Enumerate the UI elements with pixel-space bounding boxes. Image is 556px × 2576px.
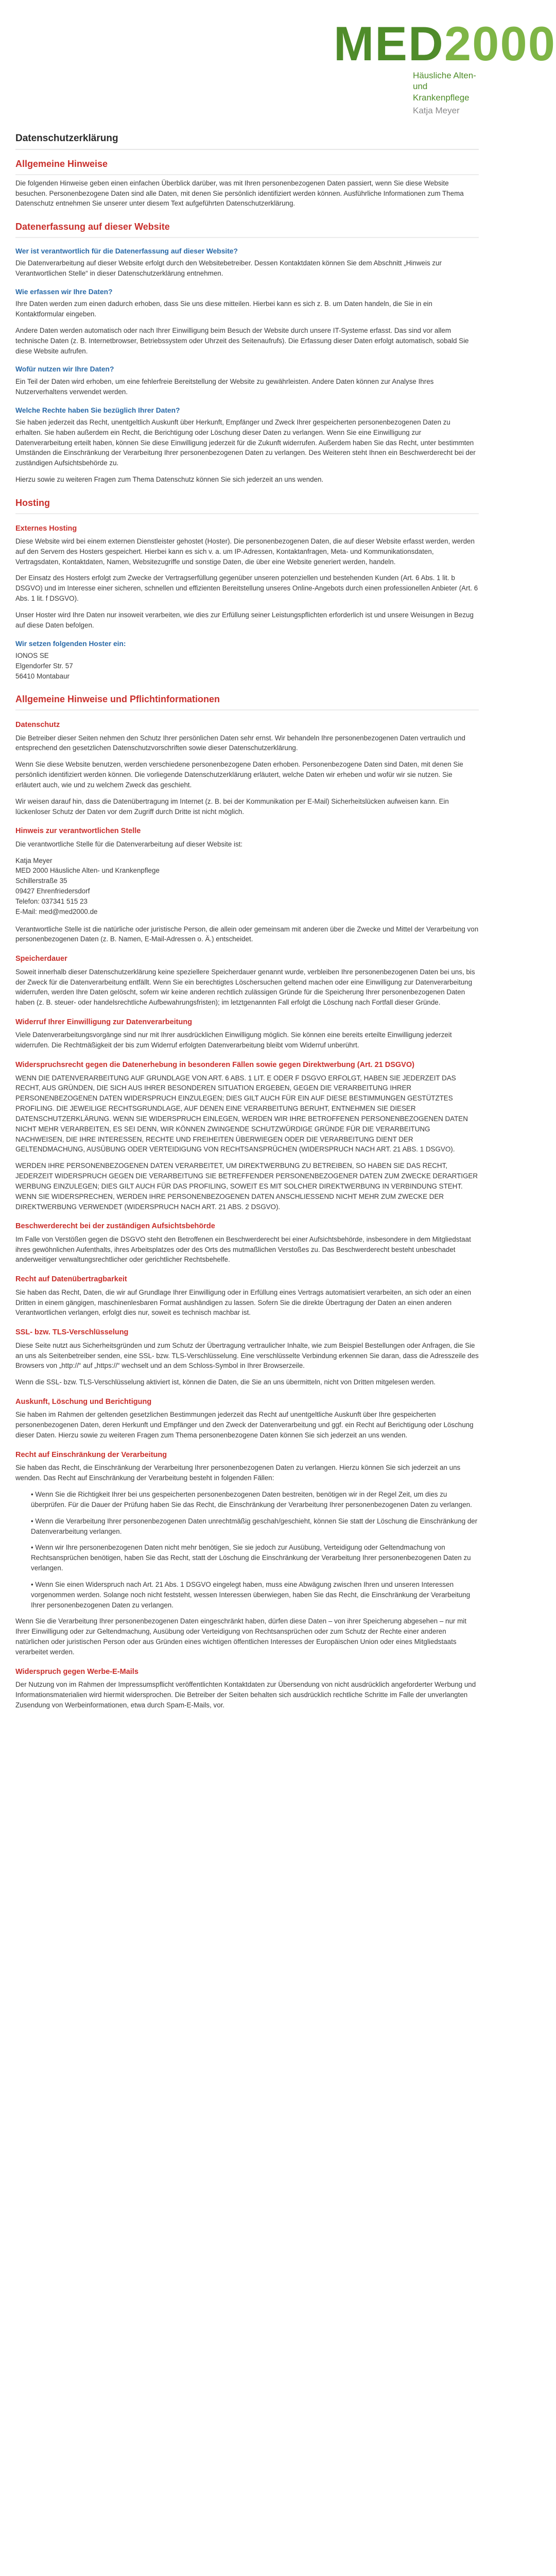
responsible-email: E-Mail: med@med2000.de bbox=[15, 907, 98, 916]
responsible-phone: Telefon: 037341 515 23 bbox=[15, 897, 88, 905]
paragraph: Der Einsatz des Hosters erfolgt zum Zwecke der Vertragserfüllung gegenüber unseren potenziellen und bestehenden Kunden (Art. 6 Abs. 1 lit. b DSGVO) und im Interesse einer sicheren, schnellen und effizienten Bereitstellung unseres Online-Angebots durch einen professionellen Anbieter (Art. 6 Abs. 1 lit. f DSGVO). bbox=[15, 574, 478, 603]
paragraph: Die folgenden Hinweise geben einen einfachen Überblick darüber, was mit Ihren personenbezogenen Daten passiert, wenn Sie diese Website besuchen. Personenbezogene Daten sind alle Daten, mit denen Sie persönlich identifiziert werden können. Ausführliche Informationen zum Thema Datenschutz entnehmen Sie unserer unter diesem Text aufgeführten Datenschutzerklärung. bbox=[15, 179, 464, 208]
paragraph: Wir weisen darauf hin, dass die Datenübertragung im Internet (z. B. bei der Kommunikation per E-Mail) Sicherheitslücken aufweisen kann. Ein lückenloser Schutz der Daten vor dem Zugriff durch Dritte ist nicht möglich. bbox=[15, 797, 449, 816]
question-heading: Wer ist verantwortlich für die Datenerfassung auf dieser Website? bbox=[15, 247, 238, 255]
list-item: • Wenn die Verarbeitung Ihrer personenbezogenen Daten unrechtmäßig geschah/geschieht, können Sie statt der Löschung die Einschränkung der Datenverarbeitung verlangen. bbox=[31, 1517, 478, 1535]
subsection-heading: Datenschutz bbox=[15, 721, 60, 730]
responsible-name: Katja Meyer bbox=[15, 856, 53, 865]
list-item: • Wenn wir Ihre personenbezogenen Daten nicht mehr benötigen, Sie sie jedoch zur Ausübung, Verteidigung oder Geltendmachung von Rechtsansprüchen benötigen, haben Sie das Recht, statt der Löschung die Einschränkung der Verarbeitung Ihrer personenbezogenen Daten zu verlangen. bbox=[31, 1544, 471, 1572]
logo-wordmark bbox=[334, 16, 556, 71]
logo-number: 2000 bbox=[444, 16, 556, 71]
section-heading-mandatory-info: Allgemeine Hinweise und Pflichtinformationen bbox=[15, 692, 479, 710]
privacy-content bbox=[15, 131, 479, 1717]
logo[interactable] bbox=[334, 16, 556, 116]
responsible-street: Schillerstraße 35 bbox=[15, 877, 67, 885]
hoster-label: Wir setzen folgenden Hoster ein: bbox=[15, 639, 126, 648]
paragraph: Sie haben das Recht, die Einschränkung der Verarbeitung Ihrer personenbezogenen Daten zu verlangen. Hierzu können Sie sich jederzeit an uns wenden. Das Recht auf Einschränkung der Verarbeitung besteht in folgenden Fällen: bbox=[15, 1464, 461, 1482]
paragraph: Sie haben im Rahmen der geltenden gesetzlichen Bestimmungen jederzeit das Recht auf unentgeltliche Auskunft über Ihre gespeicherten personenbezogenen Daten, deren Herkunft und Empfänger und den Zweck der Datenverarbeitung und ggf. ein Recht auf Berichtigung oder Löschung dieser Daten. Hierzu sowie zu weiteren Fragen zum Thema personenbezogene Daten können Sie sich jederzeit an uns wenden. bbox=[15, 1411, 474, 1439]
subsection-heading: Recht auf Einschränkung der Verarbeitung bbox=[15, 1450, 167, 1459]
list-item: • Wenn Sie einen Widerspruch nach Art. 21 Abs. 1 DSGVO eingelegt haben, muss eine Abwägung zwischen Ihren und unseren Interessen vorgenommen werden. Solange noch nicht feststeht, wessen Interessen überwiegen, haben Sie das Recht, die Einschränkung der Verarbeitung Ihrer personenbezogenen Daten zu verlangen. bbox=[31, 1580, 471, 1609]
paragraph: WERDEN IHRE PERSONENBEZOGENEN DATEN VERARBEITET, UM DIREKTWERBUNG ZU BETREIBEN, SO HABEN SIE DAS RECHT, JEDERZEIT WIDERSPRUCH GEGEN DIE VERARBEITUNG SIE BETREFFENDER PERSONENBEZOGENER DATEN ZUM ZWECKE DERARTIGER WERBUNG EINZULEGEN; DIES GILT AUCH FÜR DAS PROFILING, SOWEIT ES MIT SOLCHER DIREKTWERBUNG IN VERBINDUNG STEHT. WENN SIE WIDERSPRECHEN, WERDEN IHRE PERSONENBEZOGENEN DATEN ANSCHLIESSEND NICHT MEHR ZUM ZWECKE DER DIREKTWERBUNG VERWENDET (WIDERSPRUCH NACH ART. 21 ABS. 2 DSGVO). bbox=[15, 1162, 478, 1211]
responsible-city: 09427 Ehrenfriedersdorf bbox=[15, 887, 90, 895]
section-heading-hosting: Hosting bbox=[15, 496, 479, 514]
subsection-heading: Widerruf Ihrer Einwilligung zur Datenverarbeitung bbox=[15, 1018, 193, 1027]
responsible-company: MED 2000 Häusliche Alten- und Krankenpflege bbox=[15, 867, 160, 875]
subsection-heading: Speicherdauer bbox=[15, 955, 67, 963]
subsection-heading: Recht auf Datenübertragbarkeit bbox=[15, 1275, 127, 1284]
question-heading: Wofür nutzen wir Ihre Daten? bbox=[15, 365, 114, 374]
paragraph: Die Betreiber dieser Seiten nehmen den Schutz Ihrer persönlichen Daten sehr ernst. Wir behandeln Ihre personenbezogenen Daten vertraulich und entsprechend den gesetzlichen Datenschutzvorschriften sowie dieser Datenschutzerklärung. bbox=[15, 734, 465, 752]
paragraph: Diese Website wird bei einem externen Dienstleister gehostet (Hoster). Die personenbezogenen Daten, die auf dieser Website erfasst werden, werden auf den Servern des Hosters gespeichert. Hierbei kann es sich v. a. um IP-Adressen, Kontaktanfragen, Meta- und Kommunikationsdaten, Vertragsdaten, Kontaktdaten, Namen, Websitezugriffe und sonstige Daten, die über eine Website generiert werden, handeln. bbox=[15, 537, 475, 566]
hoster-name: IONOS SE bbox=[15, 652, 49, 659]
logo-main: MED bbox=[334, 16, 444, 71]
paragraph: Viele Datenverarbeitungsvorgänge sind nur mit Ihrer ausdrücklichen Einwilligung möglich. Sie können eine bereits erteilte Einwilligung jederzeit widerrufen. Die Rechtmäßigkeit der bis zum Widerruf erfolgten Datenverarbeitung bleibt vom Widerruf unberührt. bbox=[15, 1031, 452, 1049]
subsection-heading: Beschwerderecht bei der zuständigen Aufsichtsbehörde bbox=[15, 1222, 215, 1231]
subsection-heading: Widerspruchsrecht gegen die Datenerhebung in besonderen Fällen sowie gegen Direktwerbung (Art. 21 DSGVO) bbox=[15, 1061, 414, 1070]
responsible-address bbox=[15, 856, 479, 917]
hoster-street: Elgendorfer Str. 57 bbox=[15, 662, 73, 670]
subsection-heading: SSL- bzw. TLS-Verschlüsselung bbox=[15, 1328, 129, 1337]
paragraph: Wenn Sie die Verarbeitung Ihrer personenbezogenen Daten eingeschränkt haben, dürfen diese Daten – von ihrer Speicherung abgesehen – nur mit Ihrer Einwilligung oder zur Geltendmachung, Ausübung oder Verteidigung von Rechtsansprüchen oder zum Schutz der Rechte einer anderen natürlichen oder juristischen Person oder aus Gründen eines wichtigen öffentlichen Interesses der Europäischen Union oder eines Mitgliedstaats verarbeitet werden. bbox=[15, 1617, 466, 1656]
subsection-heading: Externes Hosting bbox=[15, 524, 77, 533]
page-title: Datenschutzerklärung bbox=[15, 131, 479, 150]
paragraph: Wenn die SSL- bzw. TLS-Verschlüsselung aktiviert ist, können die Daten, die Sie an uns übermitteln, nicht von Dritten mitgelesen werden. bbox=[15, 1378, 436, 1386]
paragraph: Hierzu sowie zu weiteren Fragen zum Thema Datenschutz können Sie sich jederzeit an uns wenden. bbox=[15, 476, 324, 484]
paragraph: Diese Seite nutzt aus Sicherheitsgründen und zum Schutz der Übertragung vertraulicher Inhalte, wie zum Beispiel Bestellungen oder Anfragen, die Sie an uns als Seitenbetreiber senden, eine SSL- bzw. TLS-Verschlüsselung. Eine verschlüsselte Verbindung erkennen Sie daran, dass die Adresszeile des Browsers von „http://“ auf „https://“ wechselt und an dem Schloss-Symbol in Ihrer Browserzeile. bbox=[15, 1341, 479, 1370]
paragraph: Sie haben jederzeit das Recht, unentgeltlich Auskunft über Herkunft, Empfänger und Zweck Ihrer gespeicherten personenbezogenen Daten zu erhalten. Sie haben außerdem ein Recht, die Berichtigung oder Löschung dieser Daten zu verlangen. Wenn Sie eine Einwilligung zur Datenverarbeitung erteilt haben, können Sie diese Einwilligung jederzeit für die Zukunft widerrufen. Außerdem haben Sie das Recht, unter bestimmten Umständen die Einschränkung der Verarbeitung Ihrer personenbezogenen Daten zu verlangen. Des Weiteren steht Ihnen ein Beschwerderecht bei der zuständigen Aufsichtsbehörde zu. bbox=[15, 418, 476, 467]
logo-subtitle bbox=[413, 70, 488, 116]
paragraph: Andere Daten werden automatisch oder nach Ihrer Einwilligung beim Besuch der Website durch unsere IT-Systeme erfasst. Das sind vor allem technische Daten (z. B. Internetbrowser, Betriebssystem oder Uhrzeit des Seitenaufrufs). Die Erfassung dieser Daten erfolgt automatisch, sobald Sie diese Website aufrufen. bbox=[15, 326, 469, 355]
paragraph: Die verantwortliche Stelle für die Datenverarbeitung auf dieser Website ist: bbox=[15, 840, 243, 848]
paragraph: Im Falle von Verstößen gegen die DSGVO steht den Betroffenen ein Beschwerderecht bei einer Aufsichtsbehörde, insbesondere in dem Mitgliedstaat ihres gewöhnlichen Aufenthalts, ihres Arbeitsplatzes oder des Orts des mutmaßlichen Verstoßes zu. Das Beschwerderecht besteht unbeschadet anderweitiger verwaltungsrechtlicher oder gerichtlicher Rechtsbehelfe. bbox=[15, 1235, 471, 1264]
paragraph: Ein Teil der Daten wird erhoben, um eine fehlerfreie Bereitstellung der Website zu gewährleisten. Andere Daten können zur Analyse Ihres Nutzerverhaltens verwendet werden. bbox=[15, 377, 434, 396]
paragraph: Verantwortliche Stelle ist die natürliche oder juristische Person, die allein oder gemeinsam mit anderen über die Zwecke und Mittel der Verarbeitung von personenbezogenen Daten (z. B. Namen, E-Mail-Adressen o. Ä.) entscheidet. bbox=[15, 925, 479, 943]
logo-line-2: Krankenpflege bbox=[413, 92, 470, 103]
subsection-heading: Auskunft, Löschung und Berichtigung bbox=[15, 1398, 152, 1406]
paragraph: Unser Hoster wird Ihre Daten nur insoweit verarbeiten, wie dies zur Erfüllung seiner Leistungspflichten erforderlich ist und unsere Weisungen in Bezug auf diese Daten befolgen. bbox=[15, 611, 474, 629]
paragraph: Der Nutzung von im Rahmen der Impressumspflicht veröffentlichten Kontaktdaten zur Übersendung von nicht ausdrücklich angeforderter Werbung und Informationsmaterialien wird hiermit widersprochen. Die Betreiber der Seiten behalten sich ausdrücklich rechtliche Schritte im Falle der unverlangten Zusendung von Werbeinformationen, etwa durch Spam-E-Mails, vor. bbox=[15, 1681, 476, 1709]
paragraph: WENN DIE DATENVERARBEITUNG AUF GRUNDLAGE VON ART. 6 ABS. 1 LIT. E ODER F DSGVO ERFOLGT, HABEN SIE JEDERZEIT DAS RECHT, AUS GRÜNDEN, DIE SICH AUS IHRER BESONDEREN SITUATION ERGEBEN, GEGEN DIE VERARBEITUNG IHRER PERSONENBEZOGENEN DATEN WIDERSPRUCH EINZULEGEN; DIES GILT AUCH FÜR EIN AUF DIESE BESTIMMUNGEN GESTÜTZTES PROFILING. DIE JEWEILIGE RECHTSGRUNDLAGE, AUF DENEN EINE VERARBEITUNG BERUHT, ENTNEHMEN SIE DIESER DATENSCHUTZERKLÄRUNG. WENN SIE WIDERSPRUCH EINLEGEN, WERDEN WIR IHRE BETROFFENEN PERSONENBEZOGENEN DATEN NICHT MEHR VERARBEITEN, ES SEI DENN, WIR KÖNNEN ZWINGENDE SCHUTZWÜRDIGE GRÜNDE FÜR DIE VERARBEITUNG NACHWEISEN, DIE IHRE INTERESSEN, RECHTE UND FREIHEITEN ÜBERWIEGEN ODER DIE VERARBEITUNG DIENT DER GELTENDMACHUNG, AUSÜBUNG ODER VERTEIDIGUNG VON RECHTSANSPRÜCHEN (WIDERSPRUCH NACH ART. 21 ABS. 1 DSGVO). bbox=[15, 1074, 468, 1154]
logo-line-1: Häusliche Alten- und bbox=[413, 71, 476, 92]
paragraph: Ihre Daten werden zum einen dadurch erhoben, dass Sie uns diese mitteilen. Hierbei kann es sich z. B. um Daten handeln, die Sie in ein Kontaktformular eingeben. bbox=[15, 300, 432, 318]
subsection-heading: Hinweis zur verantwortlichen Stelle bbox=[15, 827, 141, 836]
subsection-heading: Widerspruch gegen Werbe-E-Mails bbox=[15, 1667, 138, 1676]
question-heading: Welche Rechte haben Sie bezüglich Ihrer Daten? bbox=[15, 406, 180, 414]
paragraph: Die Datenverarbeitung auf dieser Website erfolgt durch den Websitebetreiber. Dessen Kontaktdaten können Sie dem Abschnitt „Hinweis zur Verantwortlichen Stelle“ in dieser Datenschutzerklärung entnehmen. bbox=[15, 259, 442, 278]
hoster-address bbox=[15, 651, 479, 681]
section-heading-data-collection: Datenerfassung auf dieser Website bbox=[15, 220, 479, 238]
hoster-city: 56410 Montabaur bbox=[15, 672, 70, 680]
paragraph: Wenn Sie diese Website benutzen, werden verschiedene personenbezogene Daten erhoben. Personenbezogene Daten sind Daten, mit denen Sie persönlich identifiziert werden können. Die vorliegende Datenschutzerklärung erläutert, welche Daten wir erheben und wofür wir sie nutzen. Sie erläutert auch, wie und zu welchem Zweck das geschieht. bbox=[15, 760, 463, 789]
logo-person: Katja Meyer bbox=[413, 105, 460, 115]
paragraph: Soweit innerhalb dieser Datenschutzerklärung keine speziellere Speicherdauer genannt wurde, verbleiben Ihre personenbezogenen Daten bei uns, bis der Zweck für die Datenverarbeitung entfällt. Wenn Sie ein berechtigtes Löschersuchen geltend machen oder eine Einwilligung zur Datenverarbeitung widerrufen, werden Ihre Daten gelöscht, sofern wir keine anderen rechtlich zulässigen Gründe für die Speicherung Ihrer personenbezogenen Daten haben (z. B. steuer- oder handelsrechtliche Aufbewahrungsfristen); im letztgenannten Fall erfolgt die Löschung nach Fortfall dieser Gründe. bbox=[15, 968, 475, 1007]
list-item: • Wenn Sie die Richtigkeit Ihrer bei uns gespeicherten personenbezogenen Daten bestreiten, benötigen wir in der Regel Zeit, um dies zu überprüfen. Für die Dauer der Prüfung haben Sie das Recht, die Einschränkung der Verarbeitung Ihrer personenbezogenen Daten zu verlangen. bbox=[31, 1490, 472, 1509]
question-heading: Wie erfassen wir Ihre Daten? bbox=[15, 287, 113, 296]
restriction-list bbox=[15, 1489, 479, 1610]
section-heading-general: Allgemeine Hinweise bbox=[15, 157, 479, 175]
paragraph: Sie haben das Recht, Daten, die wir auf Grundlage Ihrer Einwilligung oder in Erfüllung eines Vertrags automatisiert verarbeiten, an sich oder an einen Dritten in einem gängigen, maschinenlesbaren Format aushändigen zu lassen. Sofern Sie die direkte Übertragung der Daten an einen anderen Verantwortlichen verlangen, erfolgt dies nur, soweit es technisch machbar ist. bbox=[15, 1288, 472, 1317]
